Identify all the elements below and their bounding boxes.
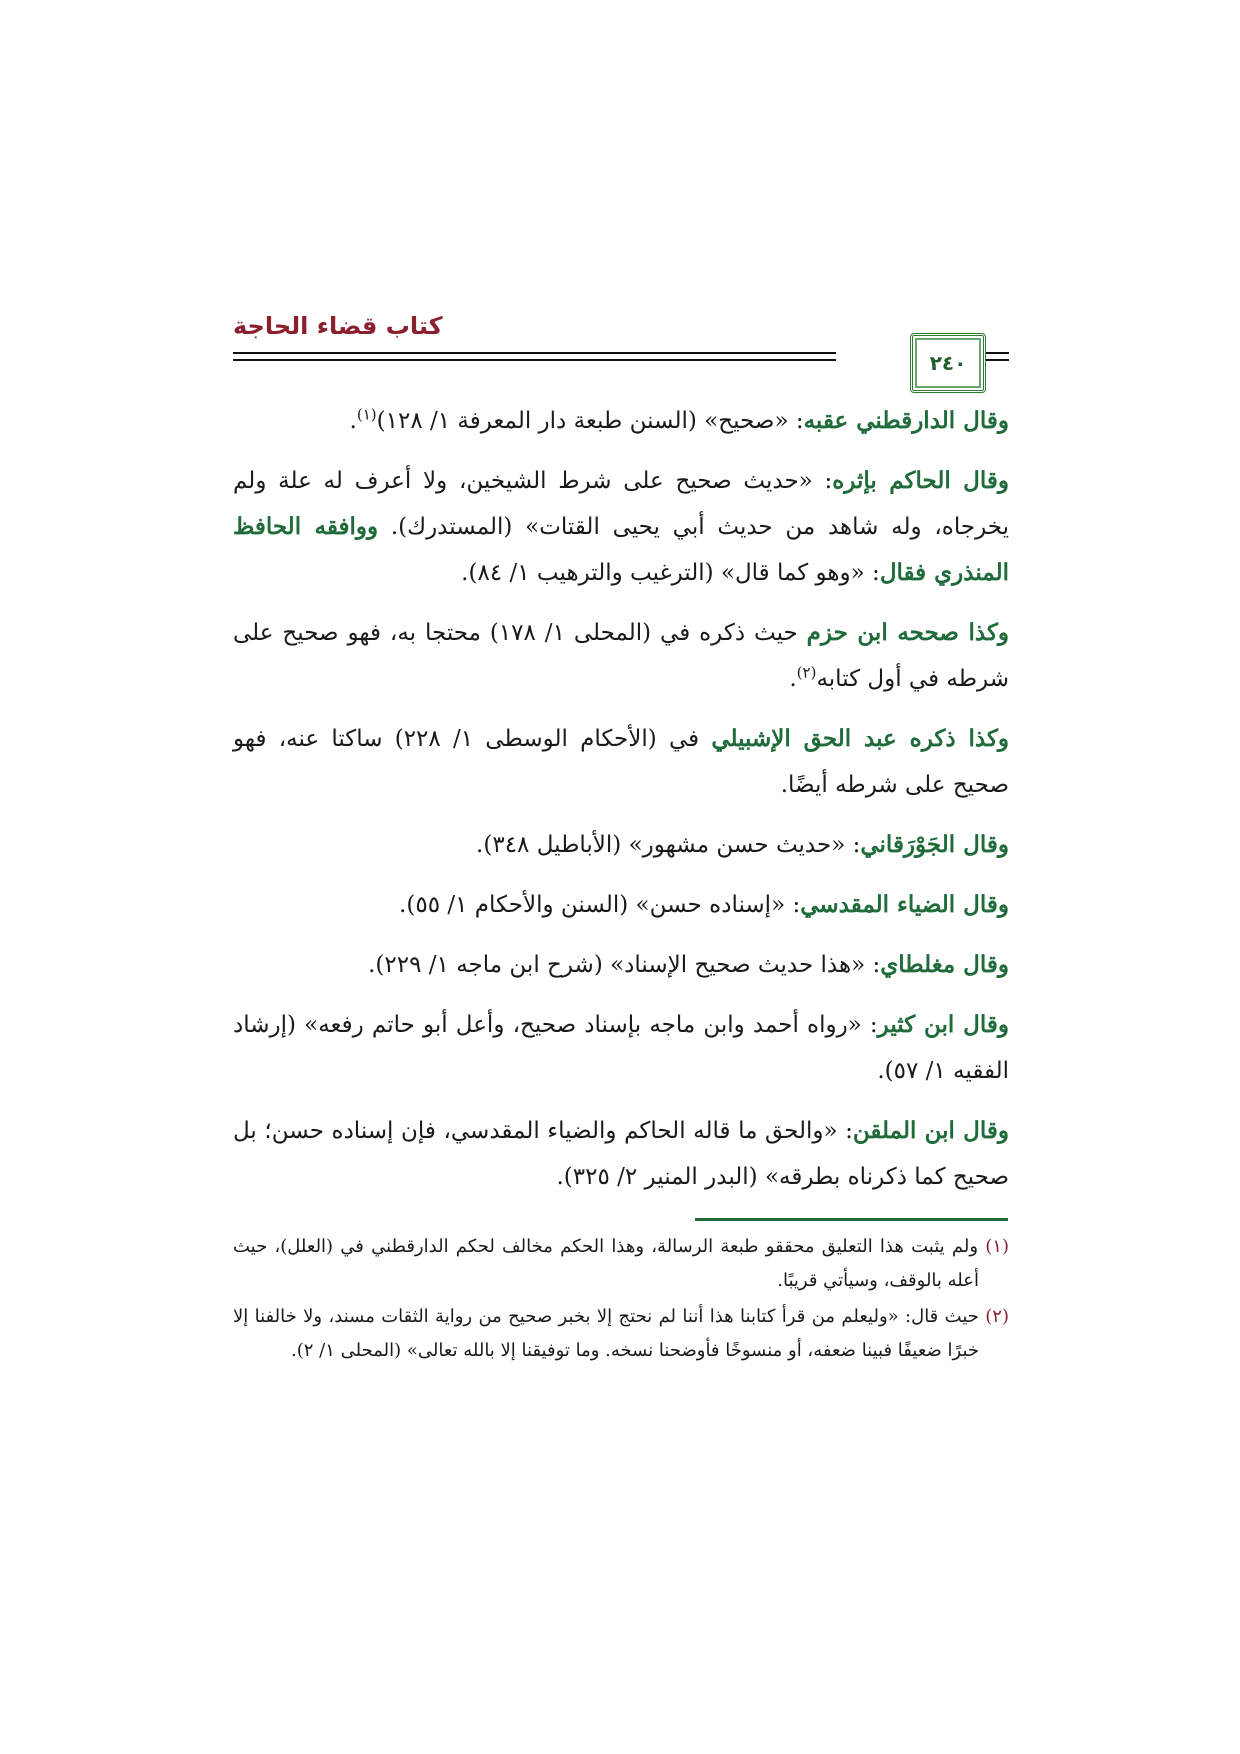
- footnote: [233, 1300, 1009, 1368]
- paragraph-text: : «والحق ما قاله الحاكم والضياء المقدسي، فإن إسناده حسن؛ بل صحيح كما ذكرناه بطرقه» (البدر المنير ٢/ ٣٢٥).: [233, 1118, 1009, 1190]
- paragraph: [233, 822, 1009, 868]
- page-number-badge: [910, 333, 986, 393]
- paragraph: [233, 398, 1009, 444]
- footnote-number: (١): [985, 1236, 1009, 1257]
- running-header-title: كتاب قضاء الحاجة: [233, 312, 443, 340]
- paragraph-text: : «رواه أحمد وابن ماجه بإسناد صحيح، وأعل أبو حاتم رفعه» (إرشاد الفقيه ١/ ٥٧).: [233, 1012, 1009, 1084]
- footnote: [233, 1230, 1009, 1298]
- paragraph-text: حيث ذكره في (المحلى ١/ ١٧٨) محتجا به، فهو صحيح على شرطه في أول كتابه: [233, 620, 1009, 692]
- paragraph: [233, 458, 1009, 596]
- footnote-ref[interactable]: (١): [356, 405, 377, 424]
- header-rule-bottom: [233, 359, 836, 361]
- paragraph-text-secondary: : «وهو كما قال» (الترغيب والترهيب ١/ ٨٤).: [461, 560, 880, 586]
- paragraph-text: : «صحيح» (السنن طبعة دار المعرفة ١/ ١٢٨): [376, 408, 804, 434]
- paragraph-text: : «حديث صحيح على شرط الشيخين، ولا أعرف له علة ولم يخرجاه، وله شاهد من حديث أبي يحيى القتات» (المستدرك).: [233, 468, 1010, 540]
- paragraph-keyword: وقال مغلطاي: [880, 951, 1009, 978]
- footnote-text: حيث قال: «وليعلم من قرأ كتابنا هذا أننا لم نحتج إلا بخبر صحيح من رواية الثقات مسند، ولا خالفنا إلا خبرًا ضعيفًا فبينا ضعفه، أو منسوخًا فأوضحنا نسخه. وما توفيقنا إلا بالله تعالى» (المحلى ١/ ٢).: [233, 1306, 986, 1361]
- paragraph-keyword: وقال ابن كثير: [877, 1011, 1009, 1038]
- paragraph-keyword: وقال ابن الملقن: [852, 1117, 1009, 1144]
- page-number: ٢٤٠: [929, 351, 967, 375]
- paragraph-tail: .: [789, 666, 797, 692]
- paragraph: [233, 942, 1009, 988]
- header-rule-right-bottom: [985, 359, 1009, 361]
- paragraph-text: : «هذا حديث صحيح الإسناد» (شرح ابن ماجه ١/ ٢٢٩).: [368, 952, 881, 978]
- paragraph-text: : «حديث حسن مشهور» (الأباطيل ٣٤٨).: [476, 832, 861, 858]
- main-text: [233, 398, 1009, 1214]
- footnotes: [233, 1230, 1009, 1370]
- paragraph-keyword: وقال الحاكم بإثره: [832, 467, 1009, 494]
- footnote-number: (٢): [985, 1306, 1009, 1327]
- paragraph-keyword: وقال الجَوْرَقاني: [860, 831, 1009, 858]
- paragraph-keyword: وكذا ذكره عبد الحق الإشبيلي: [711, 725, 1010, 752]
- header-rule-top: [233, 352, 836, 354]
- paragraph-tail: .: [349, 408, 357, 434]
- footnote-ref[interactable]: (٢): [796, 663, 817, 682]
- paragraph-text: : «إسناده حسن» (السنن والأحكام ١/ ٥٥).: [399, 892, 801, 918]
- footnote-text: ولم يثبت هذا التعليق محققو طبعة الرسالة، وهذا الحكم مخالف لحكم الدارقطني في (العلل)، حيث أعله بالوقف، وسيأتي قريبًا.: [233, 1236, 986, 1291]
- paragraph: [233, 1002, 1009, 1094]
- paragraph: [233, 610, 1009, 702]
- paragraph-keyword-secondary: ووافقه الحافظ المنذري فقال: [233, 513, 1009, 586]
- footnote-separator: [695, 1218, 1008, 1221]
- paragraph-keyword: وقال الدارقطني عقبه: [803, 407, 1009, 434]
- paragraph: [233, 882, 1009, 928]
- paragraph-keyword: وقال الضياء المقدسي: [800, 891, 1009, 918]
- paragraph-keyword: وكذا صححه ابن حزم: [806, 619, 1010, 646]
- paragraph: [233, 1108, 1009, 1200]
- header-rule-right-top: [985, 352, 1009, 354]
- paragraph: [233, 716, 1009, 808]
- paragraph-text: في (الأحكام الوسطى ١/ ٢٢٨) ساكتا عنه، فهو صحيح على شرطه أيضًا.: [233, 726, 1009, 798]
